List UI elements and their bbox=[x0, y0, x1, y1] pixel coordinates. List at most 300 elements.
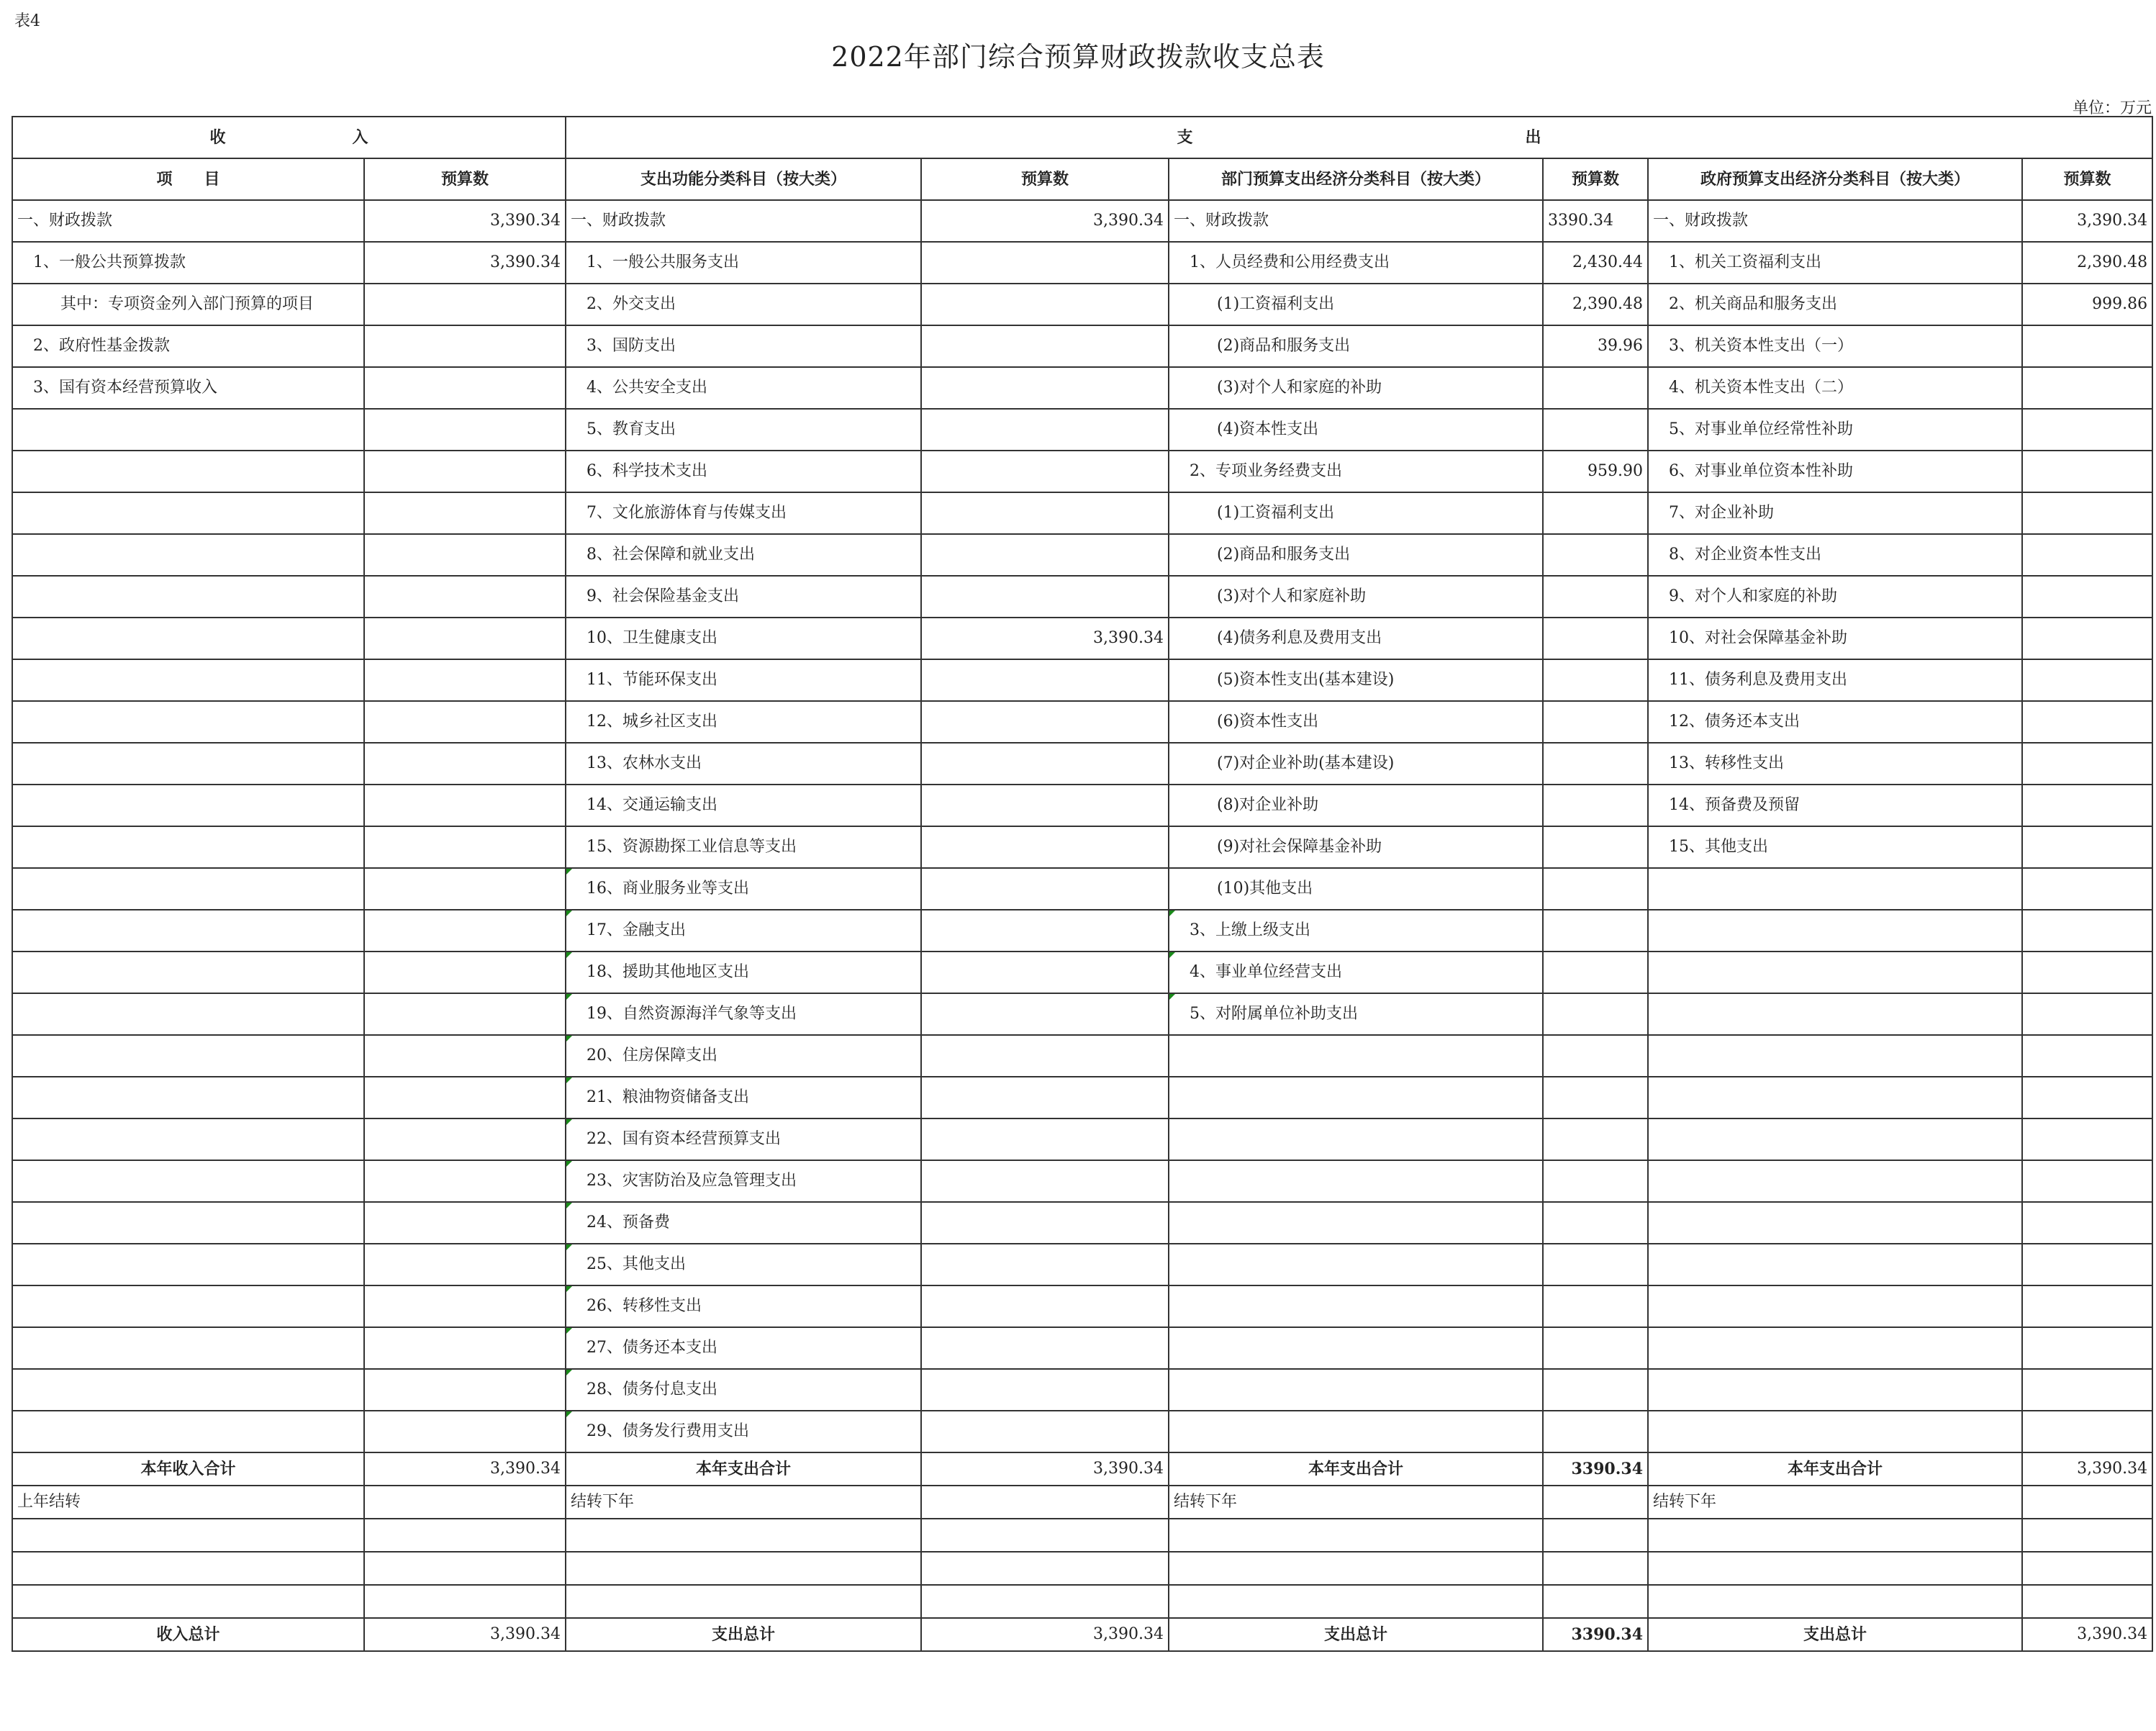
item-cell bbox=[1648, 1160, 2022, 1202]
item-cell bbox=[1169, 1077, 1543, 1118]
item-cell: 13、转移性支出 bbox=[1648, 743, 2022, 785]
table-row bbox=[12, 659, 2152, 701]
total-value: 3,390.34 bbox=[921, 1452, 1169, 1486]
item-cell: 3、国有资本经营预算收入 bbox=[12, 367, 364, 409]
item-cell bbox=[12, 826, 364, 868]
item-cell: 一、财政拨款 bbox=[1169, 200, 1543, 242]
item-cell bbox=[12, 1244, 364, 1285]
budget-cell bbox=[2022, 325, 2152, 367]
item-cell: (3)对个人和家庭补助 bbox=[1169, 576, 1543, 618]
item-cell: (5)资本性支出(基本建设) bbox=[1169, 659, 1543, 701]
item-cell bbox=[12, 1411, 364, 1452]
budget-cell bbox=[364, 1285, 566, 1327]
budget-cell: 3,390.34 bbox=[921, 200, 1169, 242]
item-cell: 19、自然资源海洋气象等支出 bbox=[566, 993, 921, 1035]
expense-header: 支 出 bbox=[566, 117, 2152, 158]
item-cell bbox=[1648, 868, 2022, 910]
item-cell bbox=[1169, 1369, 1543, 1411]
item-cell bbox=[1648, 952, 2022, 993]
item-cell: 1、一般公共预算拨款 bbox=[12, 242, 364, 284]
item-cell bbox=[12, 993, 364, 1035]
table-row bbox=[12, 200, 2152, 242]
grand-total-label: 支出总计 bbox=[566, 1618, 921, 1651]
table-row bbox=[12, 1244, 2152, 1285]
budget-cell bbox=[921, 1118, 1169, 1160]
item-cell: 12、城乡社区支出 bbox=[566, 701, 921, 743]
item-cell bbox=[1648, 910, 2022, 952]
budget-cell bbox=[364, 952, 566, 993]
budget-cell bbox=[364, 785, 566, 826]
item-cell bbox=[1648, 1411, 2022, 1452]
item-cell: 15、其他支出 bbox=[1648, 826, 2022, 868]
total-label: 本年支出合计 bbox=[1648, 1452, 2022, 1486]
item-cell: 13、农林水支出 bbox=[566, 743, 921, 785]
budget-cell bbox=[364, 576, 566, 618]
table-row bbox=[12, 952, 2152, 993]
grand-total-value: 3,390.34 bbox=[364, 1618, 566, 1651]
table-row bbox=[12, 451, 2152, 492]
budget-cell bbox=[921, 785, 1169, 826]
item-cell: (2)商品和服务支出 bbox=[1169, 534, 1543, 576]
budget-cell bbox=[1543, 659, 1648, 701]
item-cell: 2、专项业务经费支出 bbox=[1169, 451, 1543, 492]
total-label: 本年支出合计 bbox=[1169, 1452, 1543, 1486]
empty-cell bbox=[921, 1519, 1169, 1552]
item-cell: 18、援助其他地区支出 bbox=[566, 952, 921, 993]
item-cell: (8)对企业补助 bbox=[1169, 785, 1543, 826]
table-row bbox=[12, 409, 2152, 451]
item-cell: 其中：专项资金列入部门预算的项目 bbox=[12, 284, 364, 325]
item-cell: 1、机关工资福利支出 bbox=[1648, 242, 2022, 284]
budget-cell bbox=[1543, 1327, 1648, 1369]
item-cell bbox=[1169, 1327, 1543, 1369]
carry-label: 结转下年 bbox=[1648, 1486, 2022, 1519]
item-cell bbox=[1648, 1202, 2022, 1244]
budget-cell bbox=[364, 743, 566, 785]
item-cell: 一、财政拨款 bbox=[1648, 200, 2022, 242]
budget-cell bbox=[364, 1202, 566, 1244]
header-group-row bbox=[12, 117, 2152, 158]
item-cell bbox=[1648, 1118, 2022, 1160]
budget-cell bbox=[2022, 576, 2152, 618]
budget-cell bbox=[2022, 1244, 2152, 1285]
budget-cell bbox=[921, 534, 1169, 576]
budget-cell bbox=[921, 409, 1169, 451]
carry-label: 上年结转 bbox=[12, 1486, 364, 1519]
item-cell bbox=[1648, 993, 2022, 1035]
item-cell: 16、商业服务业等支出 bbox=[566, 868, 921, 910]
grand-total-value: 3,390.34 bbox=[921, 1618, 1169, 1651]
budget-cell: 959.90 bbox=[1543, 451, 1648, 492]
carry-label: 结转下年 bbox=[566, 1486, 921, 1519]
item-cell bbox=[1648, 1327, 2022, 1369]
empty-cell bbox=[1169, 1519, 1543, 1552]
budget-cell bbox=[1543, 1244, 1648, 1285]
budget-cell bbox=[1543, 868, 1648, 910]
budget-cell: 39.96 bbox=[1543, 325, 1648, 367]
item-cell bbox=[12, 701, 364, 743]
budget-cell: 2,390.48 bbox=[2022, 242, 2152, 284]
item-cell: 12、债务还本支出 bbox=[1648, 701, 2022, 743]
budget-cell bbox=[2022, 1035, 2152, 1077]
item-cell bbox=[12, 1285, 364, 1327]
item-cell bbox=[1169, 1244, 1543, 1285]
item-cell: 4、事业单位经营支出 bbox=[1169, 952, 1543, 993]
budget-cell bbox=[364, 1327, 566, 1369]
empty-cell bbox=[1543, 1585, 1648, 1618]
budget-cell bbox=[1543, 701, 1648, 743]
empty-cell bbox=[364, 1486, 566, 1519]
budget-cell bbox=[2022, 1077, 2152, 1118]
table-row bbox=[12, 1160, 2152, 1202]
table-row bbox=[12, 1327, 2152, 1369]
item-cell bbox=[12, 868, 364, 910]
item-cell: (6)资本性支出 bbox=[1169, 701, 1543, 743]
budget-cell bbox=[2022, 1285, 2152, 1327]
budget-cell: 3,390.34 bbox=[921, 618, 1169, 659]
item-cell: 22、国有资本经营预算支出 bbox=[566, 1118, 921, 1160]
item-cell bbox=[12, 952, 364, 993]
item-cell: 5、教育支出 bbox=[566, 409, 921, 451]
grand-total-row bbox=[12, 1618, 2152, 1651]
budget-cell bbox=[364, 492, 566, 534]
table-row bbox=[12, 785, 2152, 826]
budget-cell bbox=[921, 826, 1169, 868]
item-cell: 10、卫生健康支出 bbox=[566, 618, 921, 659]
col-budget: 预算数 bbox=[364, 158, 566, 200]
item-cell: (10)其他支出 bbox=[1169, 868, 1543, 910]
budget-cell bbox=[2022, 451, 2152, 492]
budget-cell bbox=[1543, 1160, 1648, 1202]
column-header-row bbox=[12, 158, 2152, 200]
budget-cell bbox=[921, 492, 1169, 534]
budget-cell bbox=[2022, 952, 2152, 993]
empty-cell bbox=[364, 1585, 566, 1618]
budget-cell bbox=[1543, 1118, 1648, 1160]
budget-cell bbox=[1543, 993, 1648, 1035]
blank-row bbox=[12, 1519, 2152, 1552]
empty-cell bbox=[2022, 1519, 2152, 1552]
empty-cell bbox=[921, 1552, 1169, 1585]
budget-cell bbox=[2022, 993, 2152, 1035]
budget-cell bbox=[2022, 701, 2152, 743]
col-budget: 预算数 bbox=[921, 158, 1169, 200]
budget-cell bbox=[1543, 743, 1648, 785]
year-total-row bbox=[12, 1452, 2152, 1486]
item-cell bbox=[12, 451, 364, 492]
item-cell: 20、住房保障支出 bbox=[566, 1035, 921, 1077]
budget-cell bbox=[1543, 618, 1648, 659]
table-row bbox=[12, 1118, 2152, 1160]
col-func-class: 支出功能分类科目（按大类） bbox=[566, 158, 921, 200]
budget-cell bbox=[364, 1411, 566, 1452]
item-cell: 一、财政拨款 bbox=[12, 200, 364, 242]
budget-cell bbox=[921, 1160, 1169, 1202]
item-cell bbox=[12, 1327, 364, 1369]
budget-cell bbox=[921, 952, 1169, 993]
total-label: 本年收入合计 bbox=[12, 1452, 364, 1486]
item-cell: (1)工资福利支出 bbox=[1169, 284, 1543, 325]
item-cell: 14、交通运输支出 bbox=[566, 785, 921, 826]
empty-cell bbox=[1543, 1519, 1648, 1552]
unit-label: 单位：万元 bbox=[2072, 99, 2152, 117]
col-dept-econ: 部门预算支出经济分类科目（按大类） bbox=[1169, 158, 1543, 200]
empty-cell bbox=[1648, 1519, 2022, 1552]
item-cell: (3)对个人和家庭的补助 bbox=[1169, 367, 1543, 409]
item-cell bbox=[12, 1202, 364, 1244]
empty-cell bbox=[1543, 1486, 1648, 1519]
budget-cell bbox=[2022, 367, 2152, 409]
budget-cell bbox=[364, 284, 566, 325]
item-cell: 2、外交支出 bbox=[566, 284, 921, 325]
budget-cell bbox=[921, 1202, 1169, 1244]
budget-cell: 2,390.48 bbox=[1543, 284, 1648, 325]
item-cell bbox=[1169, 1285, 1543, 1327]
col-item: 项 目 bbox=[12, 158, 364, 200]
item-cell: 11、债务利息及费用支出 bbox=[1648, 659, 2022, 701]
item-cell: 9、社会保险基金支出 bbox=[566, 576, 921, 618]
budget-cell bbox=[364, 1369, 566, 1411]
table-row bbox=[12, 1369, 2152, 1411]
col-gov-econ: 政府预算支出经济分类科目（按大类） bbox=[1648, 158, 2022, 200]
item-cell: 6、对事业单位资本性补助 bbox=[1648, 451, 2022, 492]
item-cell bbox=[12, 1077, 364, 1118]
budget-cell bbox=[921, 367, 1169, 409]
table-row bbox=[12, 367, 2152, 409]
budget-cell bbox=[921, 1411, 1169, 1452]
item-cell: 10、对社会保障基金补助 bbox=[1648, 618, 2022, 659]
table-row bbox=[12, 993, 2152, 1035]
empty-cell bbox=[2022, 1585, 2152, 1618]
item-cell: 23、灾害防治及应急管理支出 bbox=[566, 1160, 921, 1202]
item-cell: 8、社会保障和就业支出 bbox=[566, 534, 921, 576]
empty-cell bbox=[566, 1585, 921, 1618]
budget-cell bbox=[2022, 618, 2152, 659]
table-row bbox=[12, 242, 2152, 284]
table-row bbox=[12, 1077, 2152, 1118]
budget-cell bbox=[2022, 1369, 2152, 1411]
table-row bbox=[12, 534, 2152, 576]
item-cell: 28、债务付息支出 bbox=[566, 1369, 921, 1411]
item-cell bbox=[12, 785, 364, 826]
grand-total-label: 收入总计 bbox=[12, 1618, 364, 1651]
item-cell: 一、财政拨款 bbox=[566, 200, 921, 242]
budget-cell bbox=[1543, 492, 1648, 534]
budget-cell bbox=[1543, 826, 1648, 868]
budget-cell bbox=[2022, 1160, 2152, 1202]
item-cell: 6、科学技术支出 bbox=[566, 451, 921, 492]
budget-cell bbox=[364, 910, 566, 952]
budget-cell: 999.86 bbox=[2022, 284, 2152, 325]
item-cell: 29、债务发行费用支出 bbox=[566, 1411, 921, 1452]
budget-cell bbox=[1543, 1202, 1648, 1244]
item-cell bbox=[12, 1118, 364, 1160]
empty-cell bbox=[566, 1519, 921, 1552]
table-row bbox=[12, 1285, 2152, 1327]
budget-cell bbox=[1543, 1411, 1648, 1452]
budget-table bbox=[12, 116, 2153, 1652]
item-cell: 3、机关资本性支出（一） bbox=[1648, 325, 2022, 367]
item-cell: 3、国防支出 bbox=[566, 325, 921, 367]
budget-cell bbox=[364, 534, 566, 576]
budget-cell: 2,430.44 bbox=[1543, 242, 1648, 284]
item-cell: 7、文化旅游体育与传媒支出 bbox=[566, 492, 921, 534]
item-cell bbox=[1648, 1077, 2022, 1118]
item-cell bbox=[12, 534, 364, 576]
table-row bbox=[12, 284, 2152, 325]
table-row bbox=[12, 618, 2152, 659]
budget-cell bbox=[2022, 659, 2152, 701]
item-cell: 5、对事业单位经常性补助 bbox=[1648, 409, 2022, 451]
item-cell bbox=[1169, 1160, 1543, 1202]
item-cell: (2)商品和服务支出 bbox=[1169, 325, 1543, 367]
item-cell: 2、政府性基金拨款 bbox=[12, 325, 364, 367]
item-cell: 5、对附属单位补助支出 bbox=[1169, 993, 1543, 1035]
budget-cell bbox=[921, 451, 1169, 492]
empty-cell bbox=[2022, 1552, 2152, 1585]
empty-cell bbox=[1169, 1585, 1543, 1618]
budget-cell bbox=[921, 1369, 1169, 1411]
item-cell: (1)工资福利支出 bbox=[1169, 492, 1543, 534]
item-cell bbox=[1169, 1118, 1543, 1160]
budget-cell bbox=[364, 618, 566, 659]
item-cell: 24、预备费 bbox=[566, 1202, 921, 1244]
budget-cell: 3,390.34 bbox=[2022, 200, 2152, 242]
budget-cell bbox=[1543, 1077, 1648, 1118]
budget-cell bbox=[921, 242, 1169, 284]
budget-cell bbox=[1543, 910, 1648, 952]
item-cell: 4、公共安全支出 bbox=[566, 367, 921, 409]
item-cell bbox=[12, 409, 364, 451]
item-cell: 17、金融支出 bbox=[566, 910, 921, 952]
budget-cell bbox=[364, 367, 566, 409]
item-cell bbox=[12, 576, 364, 618]
table-row bbox=[12, 701, 2152, 743]
budget-cell bbox=[921, 993, 1169, 1035]
item-cell bbox=[1648, 1285, 2022, 1327]
table-row bbox=[12, 1411, 2152, 1452]
budget-cell bbox=[364, 659, 566, 701]
empty-cell bbox=[1648, 1585, 2022, 1618]
empty-cell bbox=[12, 1519, 364, 1552]
grand-total-label: 支出总计 bbox=[1169, 1618, 1543, 1651]
empty-cell bbox=[12, 1585, 364, 1618]
item-cell bbox=[1169, 1035, 1543, 1077]
budget-cell: 3,390.34 bbox=[364, 242, 566, 284]
table-row bbox=[12, 910, 2152, 952]
col-budget: 预算数 bbox=[2022, 158, 2152, 200]
item-cell bbox=[12, 618, 364, 659]
item-cell: (4)债务利息及费用支出 bbox=[1169, 618, 1543, 659]
budget-cell bbox=[921, 1285, 1169, 1327]
budget-cell bbox=[1543, 367, 1648, 409]
item-cell: 25、其他支出 bbox=[566, 1244, 921, 1285]
budget-cell bbox=[2022, 409, 2152, 451]
item-cell: 14、预备费及预留 bbox=[1648, 785, 2022, 826]
budget-cell bbox=[1543, 952, 1648, 993]
budget-cell bbox=[364, 1118, 566, 1160]
total-value: 3390.34 bbox=[1543, 1452, 1648, 1486]
item-cell bbox=[12, 743, 364, 785]
empty-cell bbox=[2022, 1486, 2152, 1519]
total-label: 本年支出合计 bbox=[566, 1452, 921, 1486]
budget-cell bbox=[364, 409, 566, 451]
budget-cell bbox=[364, 1160, 566, 1202]
grand-total-value: 3390.34 bbox=[1543, 1618, 1648, 1651]
budget-cell bbox=[2022, 1411, 2152, 1452]
table-row bbox=[12, 1035, 2152, 1077]
carry-row bbox=[12, 1486, 2152, 1519]
budget-cell bbox=[921, 1327, 1169, 1369]
budget-cell bbox=[921, 284, 1169, 325]
item-cell bbox=[12, 910, 364, 952]
budget-cell bbox=[2022, 868, 2152, 910]
item-cell: 3、上缴上级支出 bbox=[1169, 910, 1543, 952]
budget-cell bbox=[364, 1244, 566, 1285]
item-cell: 21、粮油物资储备支出 bbox=[566, 1077, 921, 1118]
budget-cell bbox=[921, 743, 1169, 785]
item-cell bbox=[1169, 1202, 1543, 1244]
budget-cell bbox=[1543, 409, 1648, 451]
item-cell bbox=[12, 1369, 364, 1411]
budget-cell: 3390.34 bbox=[1543, 200, 1648, 242]
budget-cell bbox=[1543, 785, 1648, 826]
item-cell: 11、节能环保支出 bbox=[566, 659, 921, 701]
item-cell: 8、对企业资本性支出 bbox=[1648, 534, 2022, 576]
grand-total-value: 3,390.34 bbox=[2022, 1618, 2152, 1651]
budget-cell bbox=[921, 659, 1169, 701]
budget-cell bbox=[921, 910, 1169, 952]
item-cell bbox=[1648, 1035, 2022, 1077]
empty-cell bbox=[921, 1486, 1169, 1519]
budget-cell bbox=[364, 868, 566, 910]
income-header: 收 入 bbox=[12, 117, 566, 158]
budget-cell bbox=[2022, 743, 2152, 785]
item-cell bbox=[1648, 1369, 2022, 1411]
budget-cell bbox=[2022, 785, 2152, 826]
budget-cell bbox=[921, 576, 1169, 618]
budget-cell bbox=[2022, 910, 2152, 952]
budget-cell bbox=[364, 325, 566, 367]
item-cell: 2、机关商品和服务支出 bbox=[1648, 284, 2022, 325]
budget-cell bbox=[364, 451, 566, 492]
empty-cell bbox=[364, 1552, 566, 1585]
total-value: 3,390.34 bbox=[2022, 1452, 2152, 1486]
table-row bbox=[12, 325, 2152, 367]
budget-cell bbox=[921, 1035, 1169, 1077]
item-cell bbox=[12, 1160, 364, 1202]
table-row bbox=[12, 826, 2152, 868]
item-cell: 15、资源勘探工业信息等支出 bbox=[566, 826, 921, 868]
budget-cell: 3,390.34 bbox=[364, 200, 566, 242]
table-label: 表4 bbox=[14, 12, 40, 30]
budget-cell bbox=[1543, 1285, 1648, 1327]
budget-cell bbox=[921, 868, 1169, 910]
budget-cell bbox=[1543, 576, 1648, 618]
item-cell: 7、对企业补助 bbox=[1648, 492, 2022, 534]
budget-cell bbox=[2022, 1202, 2152, 1244]
carry-label: 结转下年 bbox=[1169, 1486, 1543, 1519]
item-cell bbox=[1169, 1411, 1543, 1452]
item-cell bbox=[12, 1035, 364, 1077]
budget-cell bbox=[2022, 534, 2152, 576]
item-cell bbox=[12, 659, 364, 701]
item-cell: (7)对企业补助(基本建设) bbox=[1169, 743, 1543, 785]
total-value: 3,390.34 bbox=[364, 1452, 566, 1486]
table-row bbox=[12, 868, 2152, 910]
budget-cell bbox=[1543, 1369, 1648, 1411]
budget-cell bbox=[921, 1244, 1169, 1285]
